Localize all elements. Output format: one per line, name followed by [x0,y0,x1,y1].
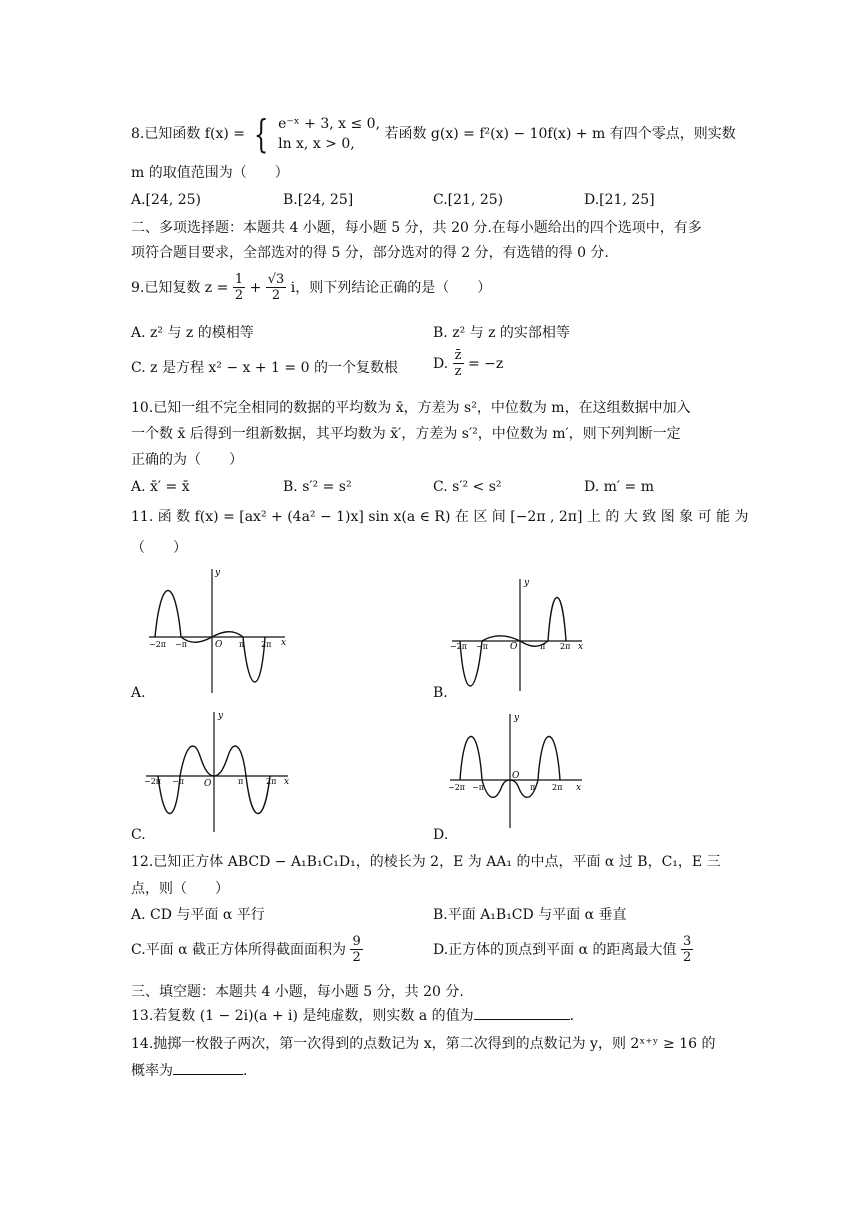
graph-a-tick-negpi: −π [175,640,187,649]
graph-b-tick-neg2pi: −2π [450,642,468,651]
graph-a-tick-neg2pi: −2π [149,640,167,649]
section2-heading-cont: 项符合题目要求，全部选对的得 5 分，部分选对的得 2 分，有选错的得 0 分. [131,245,609,261]
q12-option-d [433,934,693,974]
graph-b-y-label: y [524,578,530,588]
graph-c-tick-2pi: 2π [266,777,277,786]
graph-b-tick-pi: π [540,642,546,651]
graph-d-x-label: x [576,783,582,793]
q9-option-d-post: = −z [467,355,504,372]
graph-b-x-label: x [578,642,584,652]
graph-c-y-label: y [218,711,224,721]
q8-cases [278,114,380,154]
graph-d-origin: O [512,771,520,781]
q12-option-c-num: 9 [352,934,361,949]
q10-option-b: B. s′² = s² [283,479,352,495]
q13-stem [131,1005,574,1026]
q9-frac2-num: √3 [267,272,285,287]
q9-frac1-num: 1 [234,272,244,287]
graph-d-tick-negpi: −π [472,783,484,792]
q8-line1 [131,114,736,158]
graph-b-tick-2pi: 2π [560,642,571,651]
graph-c-origin: O [204,779,212,789]
graph-a-origin: O [215,640,223,650]
q8-option-b: B.[24, 25] [283,192,354,208]
section3-heading: 三、填空题：本题共 4 小题，每小题 5 分，共 20 分. [131,984,464,1000]
q14-answer-blank[interactable] [173,1060,243,1075]
q11-label-b: B. [433,685,448,701]
q12-option-d-frac [681,934,693,965]
q9-option-d-prefix: D. [433,355,449,372]
q14-text: 概率为 [131,1063,173,1079]
q12-option-c [131,934,363,974]
q10-line1: 10.已知一组不完全相同的数据的平均数为 x̄，方差为 s²，中位数为 m，在这组数据中加入 [131,400,691,416]
q9-prefix: 9.已知复数 z = [131,279,229,296]
q9-option-d [433,348,503,388]
q8-brace: { [254,112,269,156]
q11-line1: 11. 函 数 f(x) = [ax² + (4a² − 1)x] sin x(a ∈ R) 在 区 间 [−2π , 2π] 上 的 大 致 图 象 可 能 为 [131,509,749,525]
q11-label-a: A. [131,685,146,701]
graph-a-tick-2pi: 2π [261,640,272,649]
q9-frac1-den: 2 [234,288,244,303]
q13-answer-blank[interactable] [474,1005,570,1020]
q8-option-a: A.[24, 25) [131,192,202,208]
q9-option-c: C. z 是方程 x² − x + 1 = 0 的一个复数根 [131,360,398,376]
q9-suffix: i，则下列结论正确的是（ ） [290,279,492,296]
q11-graph-c [142,708,292,836]
q12-option-c-frac [350,934,362,965]
q8-mid: 若函数 g(x) = f²(x) − 10f(x) + m 有四个零点，则实数 [384,126,736,142]
q10-option-d: D. m′ = m [584,479,654,495]
q12-option-d-text: D.正方体的顶点到平面 α 的距离最大值 [433,941,677,958]
graph-a-y-label: y [215,568,221,578]
q9-plus: + [249,279,262,296]
q8-prefix: 8.已知函数 f(x) = [131,126,245,142]
q11-label-d: D. [433,827,449,843]
q14-line1: 14.抛掷一枚骰子两次，第一次得到的点数记为 x，第二次得到的点数记为 y，则 2ˣ⁺ʸ ≥ 16 的 [131,1036,716,1052]
q9-option-b: B. z² 与 z 的实部相等 [433,325,570,341]
section2-heading: 二、多项选择题：本题共 4 小题，每小题 5 分，共 20 分.在每小题给出的四个选项中，有多 [131,220,702,236]
graph-c-tick-negpi: −π [172,777,184,786]
q8-case1: e⁻ˣ + 3, x ≤ 0, [278,116,381,132]
q12-line1: 12.已知正方体 ABCD − A₁B₁C₁D₁，的棱长为 2，E 为 AA₁ 的中点，平面 α 过 B，C₁，E 三 [131,854,721,870]
q10-option-c: C. s′² < s² [433,479,502,495]
q14-end: . [243,1063,248,1079]
q9-option-a: A. z² 与 z 的模相等 [131,325,254,341]
graph-c-tick-pi: π [238,777,244,786]
q12-option-d-den: 2 [682,950,692,965]
q11-line2: （ ） [131,540,187,556]
q12-option-d-num: 3 [682,934,692,949]
graph-a-curve [155,591,265,683]
q11-graph-b [448,575,588,695]
q11-graph-a [145,565,290,697]
q9-frac-half [233,272,245,303]
q8-option-c: C.[21, 25) [433,192,504,208]
q10-option-a: A. x̄′ = x̄ [131,479,190,495]
graph-d-tick-2pi: 2π [552,783,563,792]
q9-frac-root3 [266,272,287,303]
q12-option-c-den: 2 [352,950,361,965]
q10-line3: 正确的为（ ） [131,452,243,468]
graph-d-tick-pi: π [530,783,536,792]
q12-option-c-text: C.平面 α 截正方体所得截面面积为 [131,941,347,958]
q11-label-c: C. [131,827,146,843]
graph-d-y-label: y [514,713,520,723]
graph-a-tick-pi: π [239,640,245,649]
q9-option-d-num: z̄ [454,348,462,363]
q12-line2: 点，则（ ） [131,881,229,897]
graph-c-x-label: x [284,777,290,787]
q12-option-b: B.平面 A₁B₁CD 与平面 α 垂直 [433,907,627,923]
graph-b-tick-negpi: −π [476,642,488,651]
q12-option-a: A. CD 与平面 α 平行 [131,907,265,923]
q8-case2: ln x, x > 0, [278,136,355,152]
q11-graph-d [446,710,586,832]
q9-option-d-den: z [454,364,462,379]
q13-end: . [569,1008,575,1024]
q14-line2 [131,1060,247,1081]
q9-frac2-den: 2 [271,288,281,303]
q10-line2: 一个数 x̄ 后得到一组新数据，其平均数为 x̄′，方差为 s′²，中位数为 m′，则下列判断一定 [131,426,681,442]
q8-line2: m 的取值范围为（ ） [131,165,289,181]
graph-b-origin: O [510,642,518,652]
graph-c-tick-neg2pi: −2π [144,777,162,786]
q13-text: 13.若复数 (1 − 2i)(a + i) 是纯虚数，则实数 a 的值为 [131,1008,474,1024]
q9-option-d-frac [453,348,464,379]
q9-stem [131,272,491,316]
graph-a-x-label: x [281,638,287,648]
graph-d-tick-neg2pi: −2π [448,783,466,792]
q8-option-d: D.[21, 25] [584,192,655,208]
